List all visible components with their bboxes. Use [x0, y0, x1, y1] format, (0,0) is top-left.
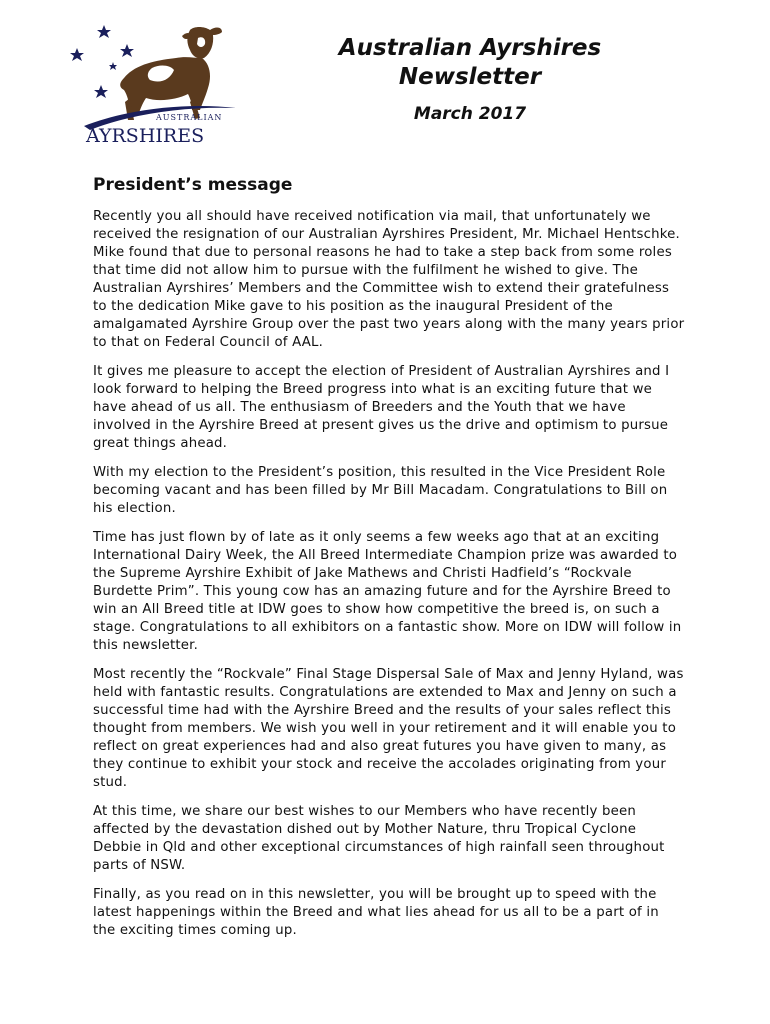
logo-bottom-text: AYRSHIRES: [86, 125, 205, 147]
section-heading: President’s message: [93, 175, 293, 195]
paragraph-6: At this time, we share our best wishes to our Members who have recently been affected by the devastation dished out by Mother Nature, thru Tropical Cyclone Debbie in Qld and other exceptional circumstances of high rainfall seen throughout parts of NSW.: [93, 804, 665, 873]
paragraph-2: It gives me pleasure to accept the election of President of Australian Ayrshires and I look forward to helping the Breed progress into what is an exciting future that we have ahead of us all. The enthusiasm of Breeders and the Youth that we have involved in the Ayrshire Breed at present gives us the drive and optimism to pursue great things ahead.: [93, 364, 670, 451]
logo-top-text: AUSTRALIAN: [156, 113, 223, 122]
newsletter-title: [320, 34, 620, 92]
paragraph-4: Time has just flown by of late as it only seems a few weeks ago that at an exciting International Dairy Week, the All Breed Intermediate Champion prize was awarded to the Supreme Ayrshire Exhibit of Jake Mathews and Christi Hadfield’s “Rockvale Burdette Prim”. This young cow has an amazing future and for the Ayrshire Breed to win an All Breed title at IDW goes to show how competitive the breed is, on such a stage. Congratulations to all exhibitors on a fantastic show. More on IDW will follow in this newsletter.: [93, 530, 682, 653]
title-line-1: Australian Ayrshires: [338, 35, 602, 61]
australian-ayrshires-logo: [64, 18, 244, 148]
paragraph-1: Recently you all should have received notification via mail, that unfortunately we received the resignation of our Australian Ayrshires President, Mr. Michael Hentschke. Mike found that due to personal reasons he had to take a step back from some roles that time did not allow him to pursue with the fulfilment he wished to give. The Australian Ayrshires’ Members and the Committee wish to extend their gratefulness to the dedication Mike gave to his position as the inaugural President of the amalgamated Ayrshire Group over the past two years along with the many years prior to that on Federal Council of AAL.: [93, 209, 685, 350]
paragraph-3: With my election to the President’s position, this resulted in the Vice President Role becoming vacant and has been filled by Mr Bill Macadam. Congratulations to Bill on his election.: [93, 465, 668, 516]
star-icon: [97, 25, 111, 38]
paragraph-7: Finally, as you read on in this newsletter, you will be brought up to speed with the latest happenings within the Breed and what lies ahead for us all to be a part of in the exciting times coming up.: [93, 887, 659, 938]
star-icon: [94, 85, 108, 98]
presidents-message-section: [93, 174, 685, 951]
title-line-2: Newsletter: [398, 64, 542, 90]
cow-logo-icon: [64, 18, 244, 148]
star-icon: [70, 48, 84, 61]
star-icon: [120, 44, 134, 57]
issue-date: March 2017: [413, 104, 527, 124]
paragraph-5: Most recently the “Rockvale” Final Stage Dispersal Sale of Max and Jenny Hyland, was held with fantastic results. Congratulations are extended to Max and Jenny on such a successful time had with the Ayrshire Breed and the results of your sales reflect this thought from members. We wish you well in your retirement and it will enable you to reflect on great experiences had and also great futures you have given to many, as they continue to exhibit your stock and receive the accolades originating from your stud.: [93, 667, 684, 790]
star-icon: [109, 62, 117, 70]
